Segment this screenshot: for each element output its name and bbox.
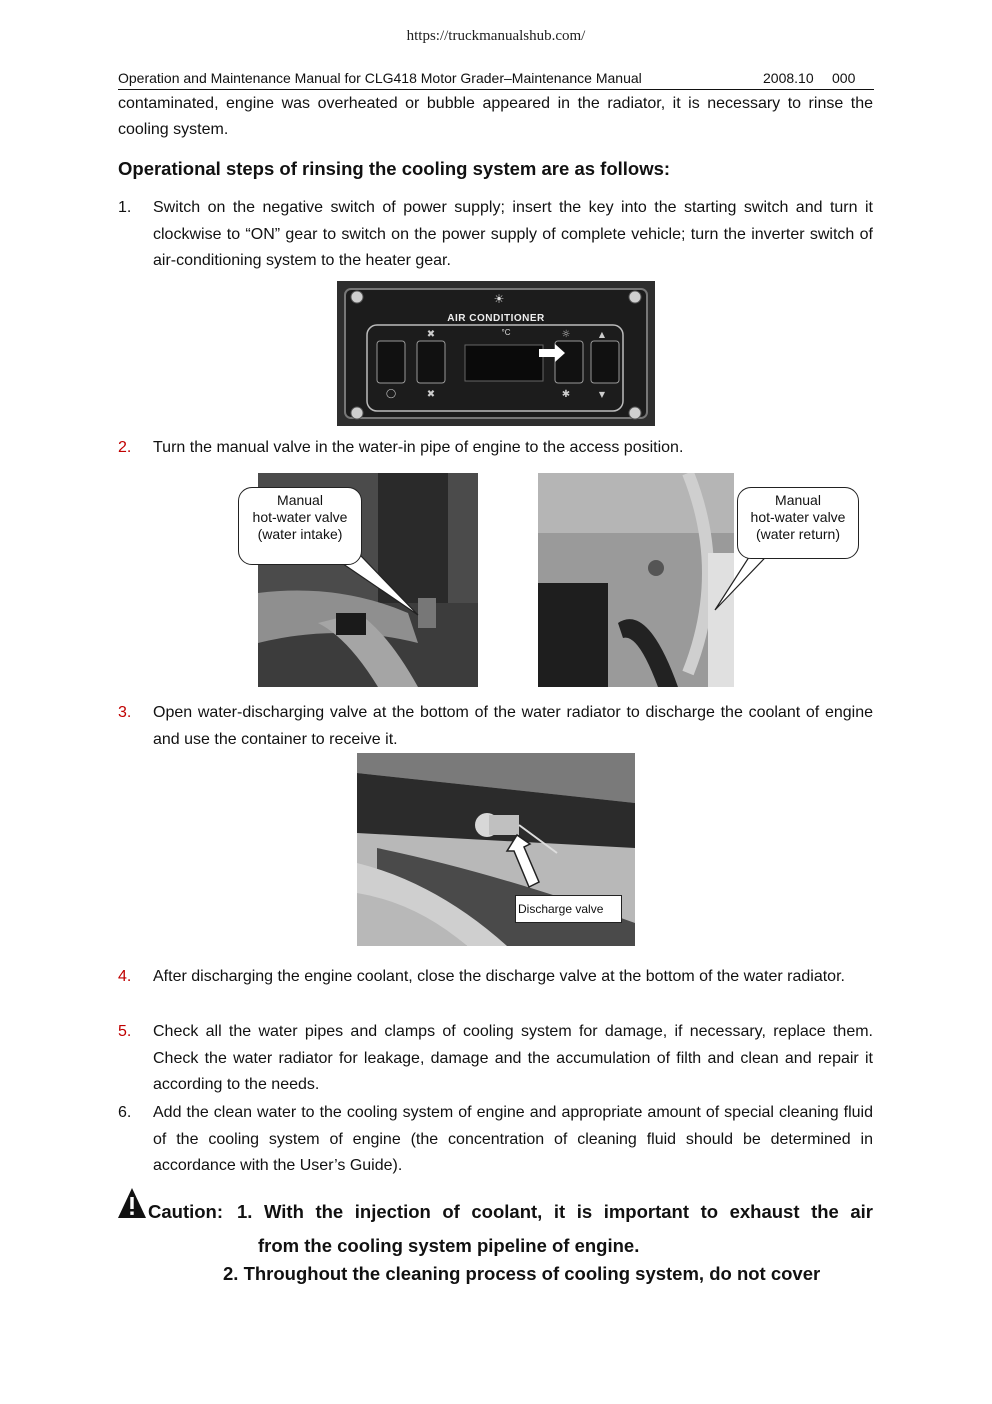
- warning-icon: [117, 1186, 147, 1220]
- svg-text:✱: ✱: [561, 389, 571, 400]
- callout-line: Manual: [277, 492, 323, 508]
- intake-valve-callout: [238, 487, 362, 565]
- air-conditioner-panel-photo: [337, 281, 655, 426]
- callout-line: (water return): [755, 526, 841, 542]
- caution-item-2: 2. Throughout the cleaning process of cooling system, do not cover: [223, 1263, 821, 1284]
- caution-line-1: [148, 1201, 873, 1223]
- step-6: [118, 1100, 873, 1180]
- callout-line: (water intake): [257, 526, 343, 542]
- step-number: 4.: [118, 968, 132, 985]
- svg-text:☼: ☼: [561, 329, 571, 340]
- intake-callout-pointer: [300, 555, 430, 625]
- section-heading: Operational steps of rinsing the cooling system are as follows:: [118, 158, 671, 179]
- step-2: [118, 435, 873, 462]
- svg-text:◯: ◯: [385, 389, 397, 399]
- step-5: [118, 1019, 873, 1099]
- panel-unit: °C: [501, 328, 511, 337]
- step-number: 2.: [118, 439, 132, 456]
- step-text: Add the clean water to the cooling system of engine and appropriate amount of special cleaning fluid of the cooling system of engine (the concentration of cleaning fluid should be determined in accordance with the User’s Guide).: [153, 1104, 873, 1174]
- step-text: Open water-discharging valve at the bottom of the water radiator to discharge the coolant of engine and use the container to receive it.: [153, 704, 873, 748]
- page-number: 000: [832, 70, 856, 86]
- step-number: 6.: [118, 1104, 132, 1121]
- step-1: [118, 195, 873, 275]
- intro-paragraph: contaminated, engine was overheated or bubble appeared in the radiator, it is necessary to rinse the cooling system.: [118, 95, 873, 138]
- callout-line: hot-water valve: [252, 509, 348, 525]
- running-header: [118, 70, 874, 90]
- discharge-valve-label: Discharge valve: [515, 895, 622, 923]
- step-number: 3.: [118, 704, 132, 721]
- callout-line: hot-water valve: [750, 509, 846, 525]
- svg-text:✖: ✖: [426, 389, 436, 400]
- source-url[interactable]: https://truckmanualshub.com/: [406, 28, 586, 44]
- return-valve-callout: [737, 487, 859, 559]
- step-text: Turn the manual valve in the water-in pipe of engine to the access position.: [153, 439, 684, 456]
- svg-text:▲: ▲: [598, 330, 606, 339]
- svg-text:✖: ✖: [426, 329, 436, 340]
- header-date: 2008.10: [763, 70, 814, 86]
- svg-text:▼: ▼: [598, 390, 606, 399]
- panel-title: AIR CONDITIONER: [447, 313, 545, 324]
- caution-item-1: 1. With the injection of coolant, it is important to exhaust the air: [237, 1201, 873, 1222]
- step-text: Switch on the negative switch of power supply; insert the key into the starting switch and turn it clockwise to “ON” gear to switch on the power supply of complete vehicle; turn the inverter switch of air-conditioning system to the heater gear.: [153, 199, 873, 269]
- step-3: [118, 700, 873, 753]
- step-4: [118, 964, 873, 991]
- caution-item-1-cont: from the cooling system pipeline of engine.: [258, 1235, 640, 1256]
- manual-title: Operation and Maintenance Manual for CLG418 Motor Grader–Maintenance Manual: [118, 70, 642, 86]
- step-number: 5.: [118, 1023, 132, 1040]
- caution-label: Caution:: [148, 1201, 224, 1222]
- svg-text:☀: ☀: [493, 292, 505, 306]
- step-text: After discharging the engine coolant, close the discharge valve at the bottom of the water radiator.: [153, 968, 845, 985]
- step-text: Check all the water pipes and clamps of cooling system for damage, if necessary, replace them. Check the water radiator for leakage, damage and the accumulation of filth and clean and repair it according to the needs.: [153, 1023, 873, 1093]
- step-number: 1.: [118, 199, 132, 216]
- callout-line: Manual: [775, 492, 821, 508]
